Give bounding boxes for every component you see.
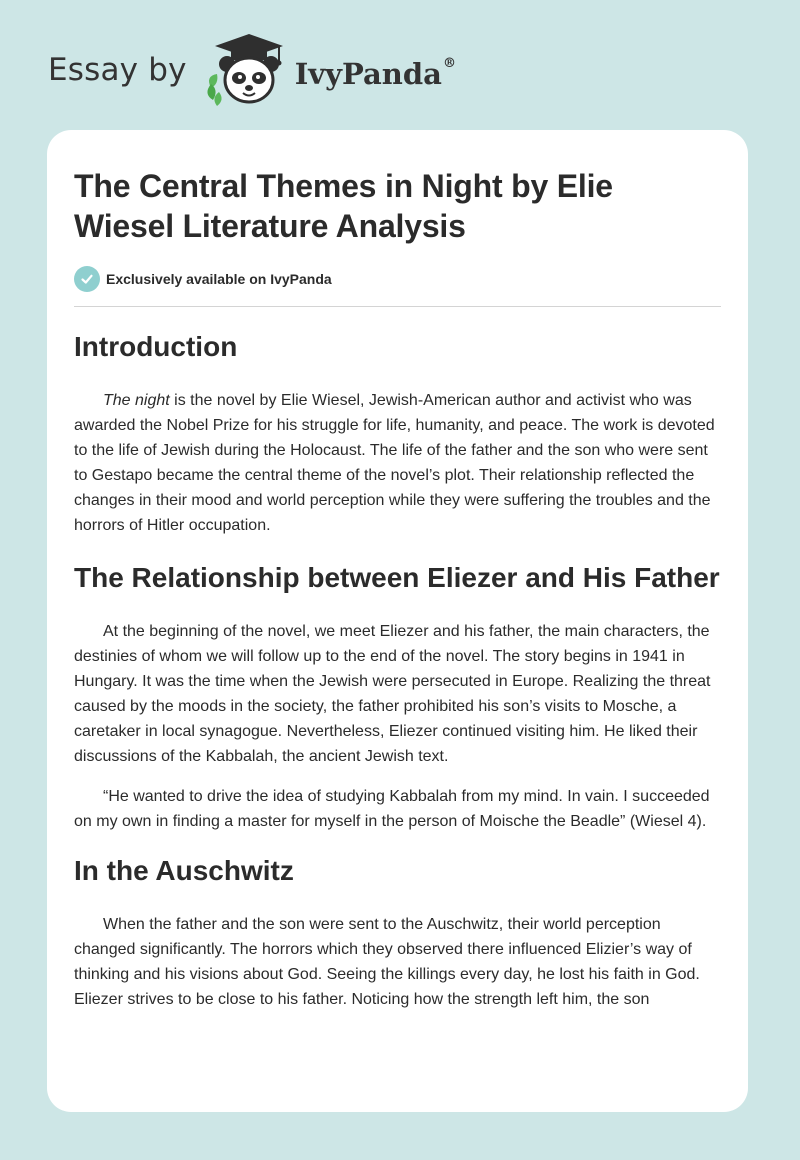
exclusive-badge xyxy=(74,266,721,292)
section-heading-introduction: Introduction xyxy=(74,331,238,362)
quote-paragraph: “He wanted to drive the idea of studying Kabbalah from my mind. In vain. I succeeded on my own in finding a master for myself in the person of Moische the Beadle” (Wiesel 4). xyxy=(74,788,710,830)
paragraph: The night is the novel by Elie Wiesel, Jewish-American author and activist who was awarded the Nobel Prize for his struggle for life, humanity, and peace. The work is devoted to the life of Jewish during the Holocaust. The life of the father and the son who were sent to Gestapo became the central theme of the novel’s plot. Their relationship reflected the changes in their mood and world perception while they were suffering the troubles and the horrors of Hitler occupation. xyxy=(74,392,715,534)
book-title-emphasis: The night xyxy=(103,392,170,409)
paragraph: When the father and the son were sent to the Auschwitz, their world perception changed significantly. The horrors which they observed there influenced Elizier’s way of thinking and his visions about God. Seeing the killings every day, he lost his faith in God. Eliezer strives to be close to his father. Noticing how the strength left him, the son xyxy=(74,916,700,1008)
divider xyxy=(74,306,721,307)
check-icon xyxy=(74,266,100,292)
section-heading-auschwitz: In the Auschwitz xyxy=(74,855,294,886)
brand-name[interactable]: IvyPanda® xyxy=(294,56,456,91)
section-heading-relationship: The Relationship between Eliezer and His Father xyxy=(74,562,720,593)
essay-by-label: Essay by xyxy=(48,52,187,88)
essay-title: The Central Themes in Night by Elie Wiesel Literature Analysis xyxy=(74,168,613,244)
panda-logo-icon[interactable] xyxy=(201,30,289,110)
essay-card xyxy=(47,130,748,1112)
exclusive-text: Exclusively available on IvyPanda xyxy=(106,271,332,287)
site-header xyxy=(48,30,456,110)
paragraph: At the beginning of the novel, we meet Eliezer and his father, the main characters, the destinies of whom we will follow up to the end of the novel. The story begins in 1941 in Hungary. It was the time when the Jewish were persecuted in Europe. Realizing the threat caused by the moods in the society, the father prohibited his son’s visits to Mosche, a caretaker in local synagogue. Nevertheless, Eliezer continued visiting him. He liked their discussions of the Kabbalah, the ancient Jewish text. xyxy=(74,623,711,765)
registered-mark: ® xyxy=(442,56,456,72)
